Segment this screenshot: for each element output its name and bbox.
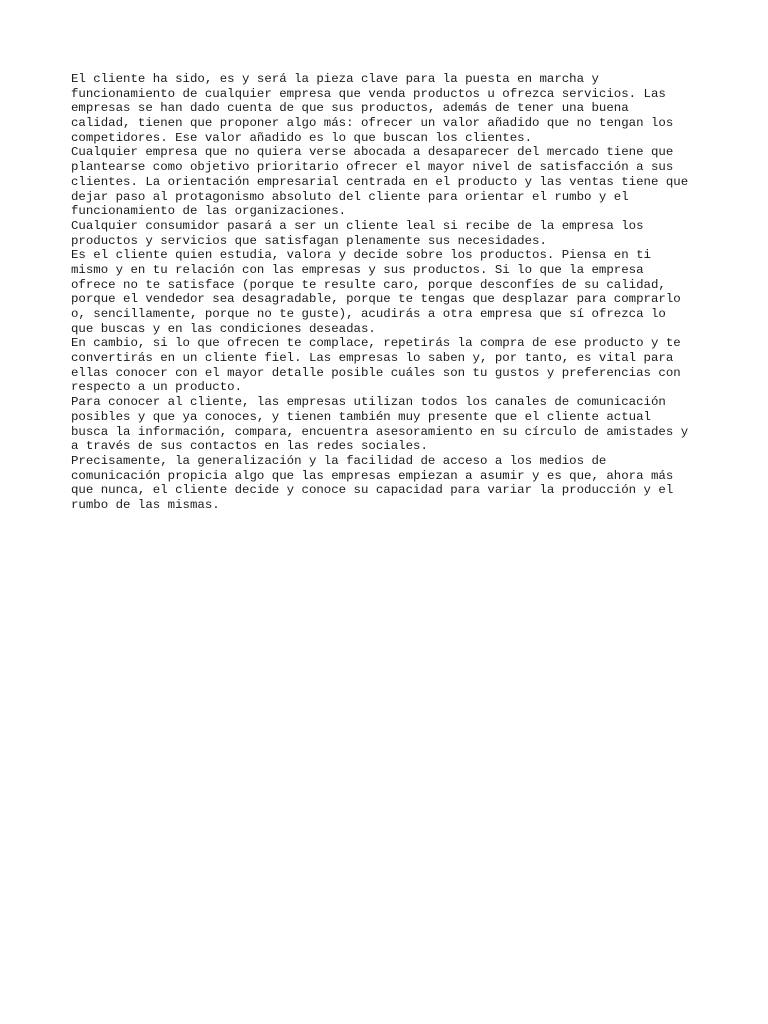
text-line: En cambio, si lo que ofrecen te complace, repetirás la compra de ese producto y te <box>71 336 681 351</box>
text-line: Es el cliente quien estudia, valora y decide sobre los productos. Piensa en ti <box>71 248 651 263</box>
text-line: a través de sus contactos en las redes sociales. <box>71 439 428 454</box>
text-line: Cualquier empresa que no quiera verse abocada a desaparecer del mercado tiene que <box>71 145 674 160</box>
text-line: que buscas y en las condiciones deseadas. <box>71 321 376 336</box>
text-line: plantearse como objetivo prioritario ofrecer el mayor nivel de satisfacción a sus <box>71 160 674 175</box>
text-line: porque el vendedor sea desagradable, porque te tengas que desplazar para comprarlo <box>71 292 681 307</box>
text-line: Precisamente, la generalización y la facilidad de acceso a los medios de <box>71 453 607 468</box>
text-line: clientes. La orientación empresarial centrada en el producto y las ventas tiene que <box>71 174 689 189</box>
text-line: que nunca, el cliente decide y conoce su capacidad para variar la producción y el <box>71 483 674 498</box>
text-line: o, sencillamente, porque no te guste), acudirás a otra empresa que sí ofrezca lo <box>71 307 666 321</box>
text-line: convertirás en un cliente fiel. Las empresas lo saben y, por tanto, es vital para <box>71 351 674 366</box>
text-line: productos y servicios que satisfagan plenamente sus necesidades. <box>71 233 547 248</box>
text-line: calidad, tienen que proponer algo más: ofrecer un valor añadido que no tengan los <box>71 116 674 131</box>
document-page <box>71 72 711 513</box>
text-line: funcionamiento de las organizaciones. <box>71 204 347 219</box>
text-line: funcionamiento de cualquier empresa que venda productos u ofrezca servicios. Las <box>71 86 666 101</box>
text-line: rumbo de las mismas. <box>71 497 220 512</box>
text-line: Cualquier consumidor pasará a ser un cliente leal si recibe de la empresa los <box>71 218 644 233</box>
text-line: dejar paso al protagonismo absoluto del cliente para orientar el rumbo y el <box>71 189 629 204</box>
text-line: mismo y en tu relación con las empresas y sus productos. Si lo que la empresa <box>71 262 644 277</box>
text-line: busca la información, compara, encuentra asesoramiento en su círculo de amistades y <box>71 424 689 439</box>
text-line: respecto a un producto. <box>71 380 243 395</box>
text-line: empresas se han dado cuenta de que sus productos, además de tener una buena <box>71 101 629 116</box>
text-line: ofrece no te satisface (porque te resulte caro, porque desconfíes de su calidad, <box>71 277 666 292</box>
text-line: posibles y que ya conoces, y tienen también muy presente que el cliente actual <box>71 409 651 424</box>
text-line: El cliente ha sido, es y será la pieza clave para la puesta en marcha y <box>71 72 599 86</box>
text-line: Para conocer al cliente, las empresas utilizan todos los canales de comunicación <box>71 395 666 410</box>
text-line: competidores. Ese valor añadido es lo que buscan los clientes. <box>71 130 533 145</box>
text-line: ellas conocer con el mayor detalle posible cuáles son tu gustos y preferencias con <box>71 365 681 380</box>
text-line: comunicación propicia algo que las empresas empiezan a asumir y es que, ahora más <box>71 468 674 483</box>
